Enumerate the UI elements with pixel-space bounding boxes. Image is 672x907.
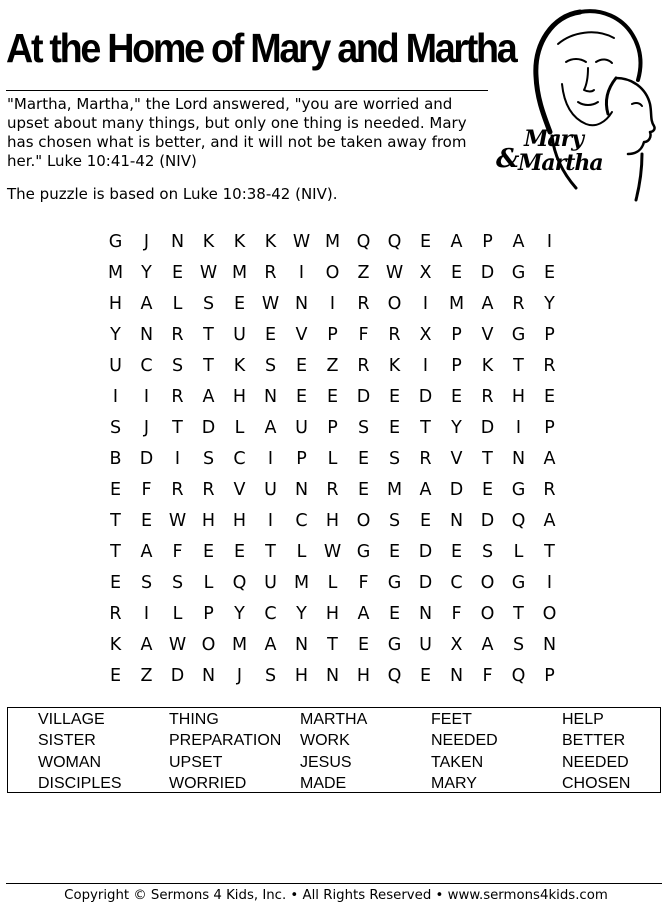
grid-letter[interactable]: R: [171, 480, 184, 500]
grid-letter[interactable]: O: [201, 635, 216, 655]
grid-letter[interactable]: E: [357, 449, 370, 469]
grid-letter[interactable]: W: [261, 294, 280, 314]
grid-row: [100, 661, 565, 692]
grid-letter[interactable]: S: [202, 449, 215, 469]
grid-letter[interactable]: C: [295, 511, 308, 531]
grid-letter[interactable]: L: [327, 573, 338, 593]
grid-letter[interactable]: Y: [451, 418, 462, 438]
grid-letter[interactable]: Q: [387, 666, 402, 686]
grid-letter[interactable]: M: [448, 294, 465, 314]
word-bank-column: [169, 709, 281, 794]
grid-row: [100, 320, 565, 351]
grid-letter[interactable]: S: [388, 511, 401, 531]
word-bank-item: HELP: [562, 711, 604, 728]
word-bank-item: WOMAN: [38, 753, 102, 771]
grid-letter[interactable]: H: [511, 387, 526, 407]
grid-letter[interactable]: A: [140, 635, 153, 655]
grid-letter[interactable]: I: [422, 294, 429, 314]
word-bank-column: [300, 709, 367, 794]
grid-letter[interactable]: E: [450, 387, 463, 407]
grid-letter[interactable]: X: [419, 325, 432, 345]
grid-letter[interactable]: E: [109, 666, 122, 686]
grid-letter[interactable]: K: [264, 232, 277, 252]
grid-letter[interactable]: I: [267, 511, 274, 531]
grid-letter[interactable]: E: [233, 294, 246, 314]
page-title: At the Home of Mary and Martha: [6, 25, 516, 71]
word-bank-item: WORRIED: [169, 774, 247, 792]
grid-letter[interactable]: D: [480, 511, 495, 531]
grid-letter[interactable]: S: [140, 573, 153, 593]
logo-ampersand: &: [496, 144, 520, 174]
grid-letter[interactable]: P: [327, 325, 338, 345]
word-bank-item: TAKEN: [431, 753, 484, 771]
grid-letter[interactable]: N: [294, 294, 309, 314]
grid-letter[interactable]: Z: [140, 666, 153, 686]
grid-letter[interactable]: P: [451, 325, 462, 345]
grid-letter[interactable]: Q: [356, 232, 371, 252]
grid-letter[interactable]: I: [298, 263, 305, 283]
grid-letter[interactable]: E: [450, 263, 463, 283]
grid-letter[interactable]: W: [168, 635, 187, 655]
grid-letter[interactable]: L: [327, 449, 338, 469]
grid-letter[interactable]: M: [231, 263, 248, 283]
grid-letter[interactable]: K: [388, 356, 401, 376]
grid-letter[interactable]: S: [202, 294, 215, 314]
grid-letter[interactable]: P: [482, 232, 493, 252]
grid-letter[interactable]: H: [232, 511, 247, 531]
grid-letter[interactable]: I: [112, 387, 119, 407]
grid-letter[interactable]: E: [109, 573, 122, 593]
grid-letter[interactable]: T: [327, 635, 338, 655]
grid-letter[interactable]: G: [511, 573, 526, 593]
grid-letter[interactable]: O: [356, 511, 371, 531]
grid-letter[interactable]: V: [233, 480, 246, 500]
grid-letter[interactable]: S: [481, 542, 494, 562]
grid-letter[interactable]: S: [109, 418, 122, 438]
grid-letter[interactable]: K: [481, 356, 494, 376]
grid-letter[interactable]: H: [325, 511, 340, 531]
word-bank-item: DISCIPLES: [38, 774, 122, 792]
grid-letter[interactable]: I: [143, 604, 150, 624]
grid-letter[interactable]: T: [172, 418, 183, 438]
grid-letter[interactable]: T: [513, 356, 524, 376]
grid-letter[interactable]: Y: [234, 604, 245, 624]
grid-letter[interactable]: M: [386, 480, 403, 500]
grid-letter[interactable]: Y: [544, 294, 555, 314]
grid-letter[interactable]: N: [263, 387, 278, 407]
copyright-footer: Copyright © Sermons 4 Kids, Inc. • All Rights Reserved • www.sermons4kids.com: [64, 888, 608, 903]
scripture-quote: "Martha, Martha," the Lord answered, "you are worried and upset about many things, but only one thing is needed. Mary has chosen what is better, and it will not be taken away from her." Luke 10:41-42 (NIV): [7, 95, 467, 170]
grid-letter[interactable]: T: [265, 542, 276, 562]
grid-letter[interactable]: G: [387, 573, 402, 593]
grid-letter[interactable]: I: [329, 294, 336, 314]
grid-letter[interactable]: L: [296, 542, 307, 562]
word-bank-item: PREPARATION: [169, 732, 282, 750]
grid-row: [100, 444, 565, 475]
grid-letter[interactable]: S: [171, 356, 184, 376]
grid-letter[interactable]: D: [449, 480, 464, 500]
grid-letter[interactable]: Q: [387, 232, 402, 252]
grid-letter[interactable]: O: [542, 604, 557, 624]
grid-letter[interactable]: V: [481, 325, 494, 345]
grid-letter[interactable]: P: [203, 604, 214, 624]
grid-letter[interactable]: R: [326, 480, 339, 500]
grid-letter[interactable]: Y: [141, 263, 152, 283]
grid-letter[interactable]: V: [295, 325, 308, 345]
footer-divider: [6, 883, 662, 884]
grid-letter[interactable]: F: [358, 573, 369, 593]
word-bank-item: NEEDED: [431, 732, 498, 750]
grid-letter[interactable]: L: [172, 604, 183, 624]
word-bank-column: [38, 709, 122, 794]
grid-letter[interactable]: N: [542, 635, 557, 655]
grid-row: [100, 599, 565, 630]
grid-letter[interactable]: T: [544, 542, 555, 562]
grid-letter[interactable]: E: [419, 511, 432, 531]
grid-letter[interactable]: O: [480, 573, 495, 593]
grid-letter[interactable]: M: [293, 573, 310, 593]
grid-letter[interactable]: I: [546, 573, 553, 593]
grid-letter[interactable]: E: [357, 635, 370, 655]
grid-letter[interactable]: W: [323, 542, 342, 562]
grid-letter[interactable]: X: [419, 263, 432, 283]
grid-letter[interactable]: W: [199, 263, 218, 283]
grid-letter[interactable]: G: [511, 325, 526, 345]
grid-letter[interactable]: P: [296, 449, 307, 469]
grid-letter[interactable]: X: [450, 635, 463, 655]
grid-row: [100, 382, 565, 413]
grid-letter[interactable]: K: [109, 635, 122, 655]
grid-letter[interactable]: I: [422, 356, 429, 376]
grid-letter[interactable]: F: [482, 666, 493, 686]
grid-letter[interactable]: S: [264, 356, 277, 376]
grid-letter[interactable]: N: [325, 666, 340, 686]
grid-letter[interactable]: R: [202, 480, 215, 500]
grid-letter[interactable]: R: [357, 294, 370, 314]
grid-letter[interactable]: I: [267, 449, 274, 469]
grid-row: [100, 258, 565, 289]
grid-row: [100, 630, 565, 661]
logo-text-mary: Mary: [524, 126, 583, 152]
grid-letter[interactable]: A: [543, 449, 556, 469]
grid-letter[interactable]: U: [295, 418, 308, 438]
word-bank-item: UPSET: [169, 753, 223, 771]
grid-letter[interactable]: K: [233, 232, 246, 252]
grid-letter[interactable]: O: [325, 263, 340, 283]
grid-letter[interactable]: C: [233, 449, 246, 469]
grid-letter[interactable]: F: [172, 542, 183, 562]
grid-letter[interactable]: E: [543, 387, 556, 407]
grid-letter[interactable]: E: [357, 480, 370, 500]
grid-letter[interactable]: M: [324, 232, 341, 252]
grid-letter[interactable]: E: [450, 542, 463, 562]
word-search-grid: [100, 227, 565, 692]
puzzle-source-note: The puzzle is based on Luke 10:38-42 (NIV).: [7, 185, 338, 203]
grid-letter[interactable]: M: [231, 635, 248, 655]
word-bank-item: SISTER: [38, 732, 96, 750]
grid-letter[interactable]: U: [109, 356, 122, 376]
grid-letter[interactable]: E: [388, 542, 401, 562]
grid-letter[interactable]: N: [294, 635, 309, 655]
grid-letter[interactable]: R: [109, 604, 122, 624]
grid-letter[interactable]: R: [419, 449, 432, 469]
word-bank-item: MADE: [300, 774, 347, 792]
grid-letter[interactable]: A: [357, 604, 370, 624]
grid-letter[interactable]: T: [203, 356, 214, 376]
grid-letter[interactable]: F: [141, 480, 152, 500]
grid-letter[interactable]: A: [140, 294, 153, 314]
grid-row: [100, 289, 565, 320]
word-bank-item: THING: [169, 711, 219, 728]
word-bank-item: CHOSEN: [562, 774, 631, 792]
mary-martha-logo: [492, 4, 670, 204]
grid-letter[interactable]: R: [512, 294, 525, 314]
grid-letter[interactable]: L: [234, 418, 245, 438]
grid-letter[interactable]: R: [264, 263, 277, 283]
grid-letter[interactable]: J: [143, 418, 150, 438]
grid-letter[interactable]: C: [140, 356, 153, 376]
grid-row: [100, 537, 565, 568]
grid-letter[interactable]: I: [546, 232, 553, 252]
grid-letter[interactable]: E: [388, 604, 401, 624]
grid-letter[interactable]: H: [356, 666, 371, 686]
grid-letter[interactable]: L: [172, 294, 183, 314]
word-bank-column: [562, 709, 630, 794]
grid-letter[interactable]: A: [481, 635, 494, 655]
word-bank-item: NEEDED: [562, 753, 629, 771]
grid-letter[interactable]: N: [170, 232, 185, 252]
grid-row: [100, 568, 565, 599]
grid-letter[interactable]: N: [511, 449, 526, 469]
grid-letter[interactable]: I: [174, 449, 181, 469]
grid-letter[interactable]: S: [388, 449, 401, 469]
grid-letter[interactable]: E: [419, 232, 432, 252]
grid-letter[interactable]: G: [511, 263, 526, 283]
grid-letter[interactable]: U: [264, 480, 277, 500]
grid-letter[interactable]: T: [110, 542, 121, 562]
grid-letter[interactable]: D: [480, 263, 495, 283]
grid-letter[interactable]: F: [451, 604, 462, 624]
grid-letter[interactable]: T: [482, 449, 493, 469]
grid-letter[interactable]: A: [419, 480, 432, 500]
grid-row: [100, 413, 565, 444]
grid-letter[interactable]: E: [202, 542, 215, 562]
grid-letter[interactable]: E: [233, 542, 246, 562]
grid-letter[interactable]: S: [512, 635, 525, 655]
grid-letter[interactable]: L: [203, 573, 214, 593]
grid-letter[interactable]: Q: [232, 573, 247, 593]
grid-row: [100, 351, 565, 382]
grid-letter[interactable]: M: [107, 263, 124, 283]
grid-letter[interactable]: D: [139, 449, 154, 469]
grid-letter[interactable]: O: [387, 294, 402, 314]
grid-letter[interactable]: S: [264, 666, 277, 686]
grid-letter[interactable]: A: [512, 232, 525, 252]
grid-letter[interactable]: H: [294, 666, 309, 686]
grid-letter[interactable]: E: [264, 325, 277, 345]
grid-letter[interactable]: S: [171, 573, 184, 593]
grid-letter[interactable]: N: [139, 325, 154, 345]
grid-letter[interactable]: E: [543, 263, 556, 283]
grid-letter[interactable]: Q: [511, 511, 526, 531]
grid-letter[interactable]: W: [385, 263, 404, 283]
grid-letter[interactable]: R: [171, 325, 184, 345]
grid-letter[interactable]: P: [327, 418, 338, 438]
grid-letter[interactable]: P: [544, 666, 555, 686]
grid-letter[interactable]: E: [171, 263, 184, 283]
grid-letter[interactable]: N: [294, 480, 309, 500]
word-bank: [7, 707, 661, 793]
grid-letter[interactable]: E: [295, 387, 308, 407]
grid-letter[interactable]: L: [513, 542, 524, 562]
grid-letter[interactable]: R: [543, 480, 556, 500]
word-bank-item: MARY: [431, 774, 477, 792]
grid-letter[interactable]: H: [232, 387, 247, 407]
grid-letter[interactable]: U: [264, 573, 277, 593]
grid-letter[interactable]: A: [202, 387, 215, 407]
grid-letter[interactable]: T: [203, 325, 214, 345]
grid-letter[interactable]: E: [295, 356, 308, 376]
grid-letter[interactable]: R: [388, 325, 401, 345]
word-bank-item: FEET: [431, 711, 472, 728]
grid-letter[interactable]: K: [233, 356, 246, 376]
grid-letter[interactable]: Z: [326, 356, 339, 376]
grid-letter[interactable]: R: [357, 356, 370, 376]
grid-letter[interactable]: W: [168, 511, 187, 531]
title-divider: [6, 90, 488, 91]
grid-letter[interactable]: U: [419, 635, 432, 655]
grid-letter[interactable]: I: [515, 418, 522, 438]
grid-letter[interactable]: D: [418, 542, 433, 562]
grid-letter[interactable]: N: [418, 604, 433, 624]
word-bank-item: WORK: [300, 732, 350, 750]
grid-letter[interactable]: R: [481, 387, 494, 407]
grid-letter[interactable]: O: [480, 604, 495, 624]
grid-letter[interactable]: F: [358, 325, 369, 345]
grid-letter[interactable]: I: [143, 387, 150, 407]
grid-row: [100, 506, 565, 537]
grid-letter[interactable]: J: [236, 666, 243, 686]
grid-letter[interactable]: D: [480, 418, 495, 438]
grid-letter[interactable]: E: [140, 511, 153, 531]
grid-letter[interactable]: A: [481, 294, 494, 314]
grid-letter[interactable]: K: [202, 232, 215, 252]
grid-letter[interactable]: P: [451, 356, 462, 376]
grid-letter[interactable]: P: [544, 418, 555, 438]
grid-letter[interactable]: U: [233, 325, 246, 345]
grid-letter[interactable]: A: [450, 232, 463, 252]
grid-letter[interactable]: E: [481, 480, 494, 500]
grid-letter[interactable]: D: [201, 418, 216, 438]
grid-letter[interactable]: T: [513, 604, 524, 624]
grid-letter[interactable]: E: [388, 387, 401, 407]
grid-letter[interactable]: A: [543, 511, 556, 531]
grid-letter[interactable]: Z: [357, 263, 370, 283]
grid-letter[interactable]: E: [388, 418, 401, 438]
grid-letter[interactable]: N: [449, 511, 464, 531]
grid-letter[interactable]: G: [108, 232, 123, 252]
word-bank-item: BETTER: [562, 732, 626, 750]
grid-letter[interactable]: C: [450, 573, 463, 593]
grid-row: [100, 475, 565, 506]
grid-letter[interactable]: S: [357, 418, 370, 438]
grid-letter[interactable]: N: [449, 666, 464, 686]
grid-letter[interactable]: H: [325, 604, 340, 624]
grid-letter[interactable]: C: [264, 604, 277, 624]
grid-letter[interactable]: P: [544, 325, 555, 345]
grid-letter[interactable]: W: [292, 232, 311, 252]
grid-letter[interactable]: H: [108, 294, 123, 314]
grid-letter[interactable]: Y: [110, 325, 121, 345]
word-bank-item: MARTHA: [300, 711, 368, 728]
grid-letter[interactable]: J: [143, 232, 150, 252]
grid-letter[interactable]: R: [543, 356, 556, 376]
grid-letter[interactable]: D: [418, 387, 433, 407]
grid-letter[interactable]: G: [511, 480, 526, 500]
grid-letter[interactable]: T: [110, 511, 121, 531]
grid-letter[interactable]: D: [170, 666, 185, 686]
grid-letter[interactable]: E: [326, 387, 339, 407]
grid-letter[interactable]: E: [419, 666, 432, 686]
grid-letter[interactable]: D: [356, 387, 371, 407]
grid-letter[interactable]: V: [450, 449, 463, 469]
grid-letter[interactable]: R: [171, 387, 184, 407]
grid-letter[interactable]: N: [201, 666, 216, 686]
grid-letter[interactable]: A: [140, 542, 153, 562]
grid-letter[interactable]: Y: [296, 604, 307, 624]
logo-text-martha: Martha: [518, 150, 603, 176]
grid-letter[interactable]: E: [109, 480, 122, 500]
word-bank-item: VILLAGE: [38, 711, 105, 728]
grid-letter[interactable]: B: [109, 449, 122, 469]
word-bank-item: JESUS: [300, 753, 352, 771]
grid-letter[interactable]: G: [387, 635, 402, 655]
word-bank-column: [431, 709, 498, 794]
grid-row: [100, 227, 565, 258]
grid-letter[interactable]: H: [201, 511, 216, 531]
grid-letter[interactable]: G: [356, 542, 371, 562]
grid-letter[interactable]: D: [418, 573, 433, 593]
grid-letter[interactable]: A: [264, 418, 277, 438]
grid-letter[interactable]: T: [420, 418, 431, 438]
grid-letter[interactable]: A: [264, 635, 277, 655]
grid-letter[interactable]: Q: [511, 666, 526, 686]
